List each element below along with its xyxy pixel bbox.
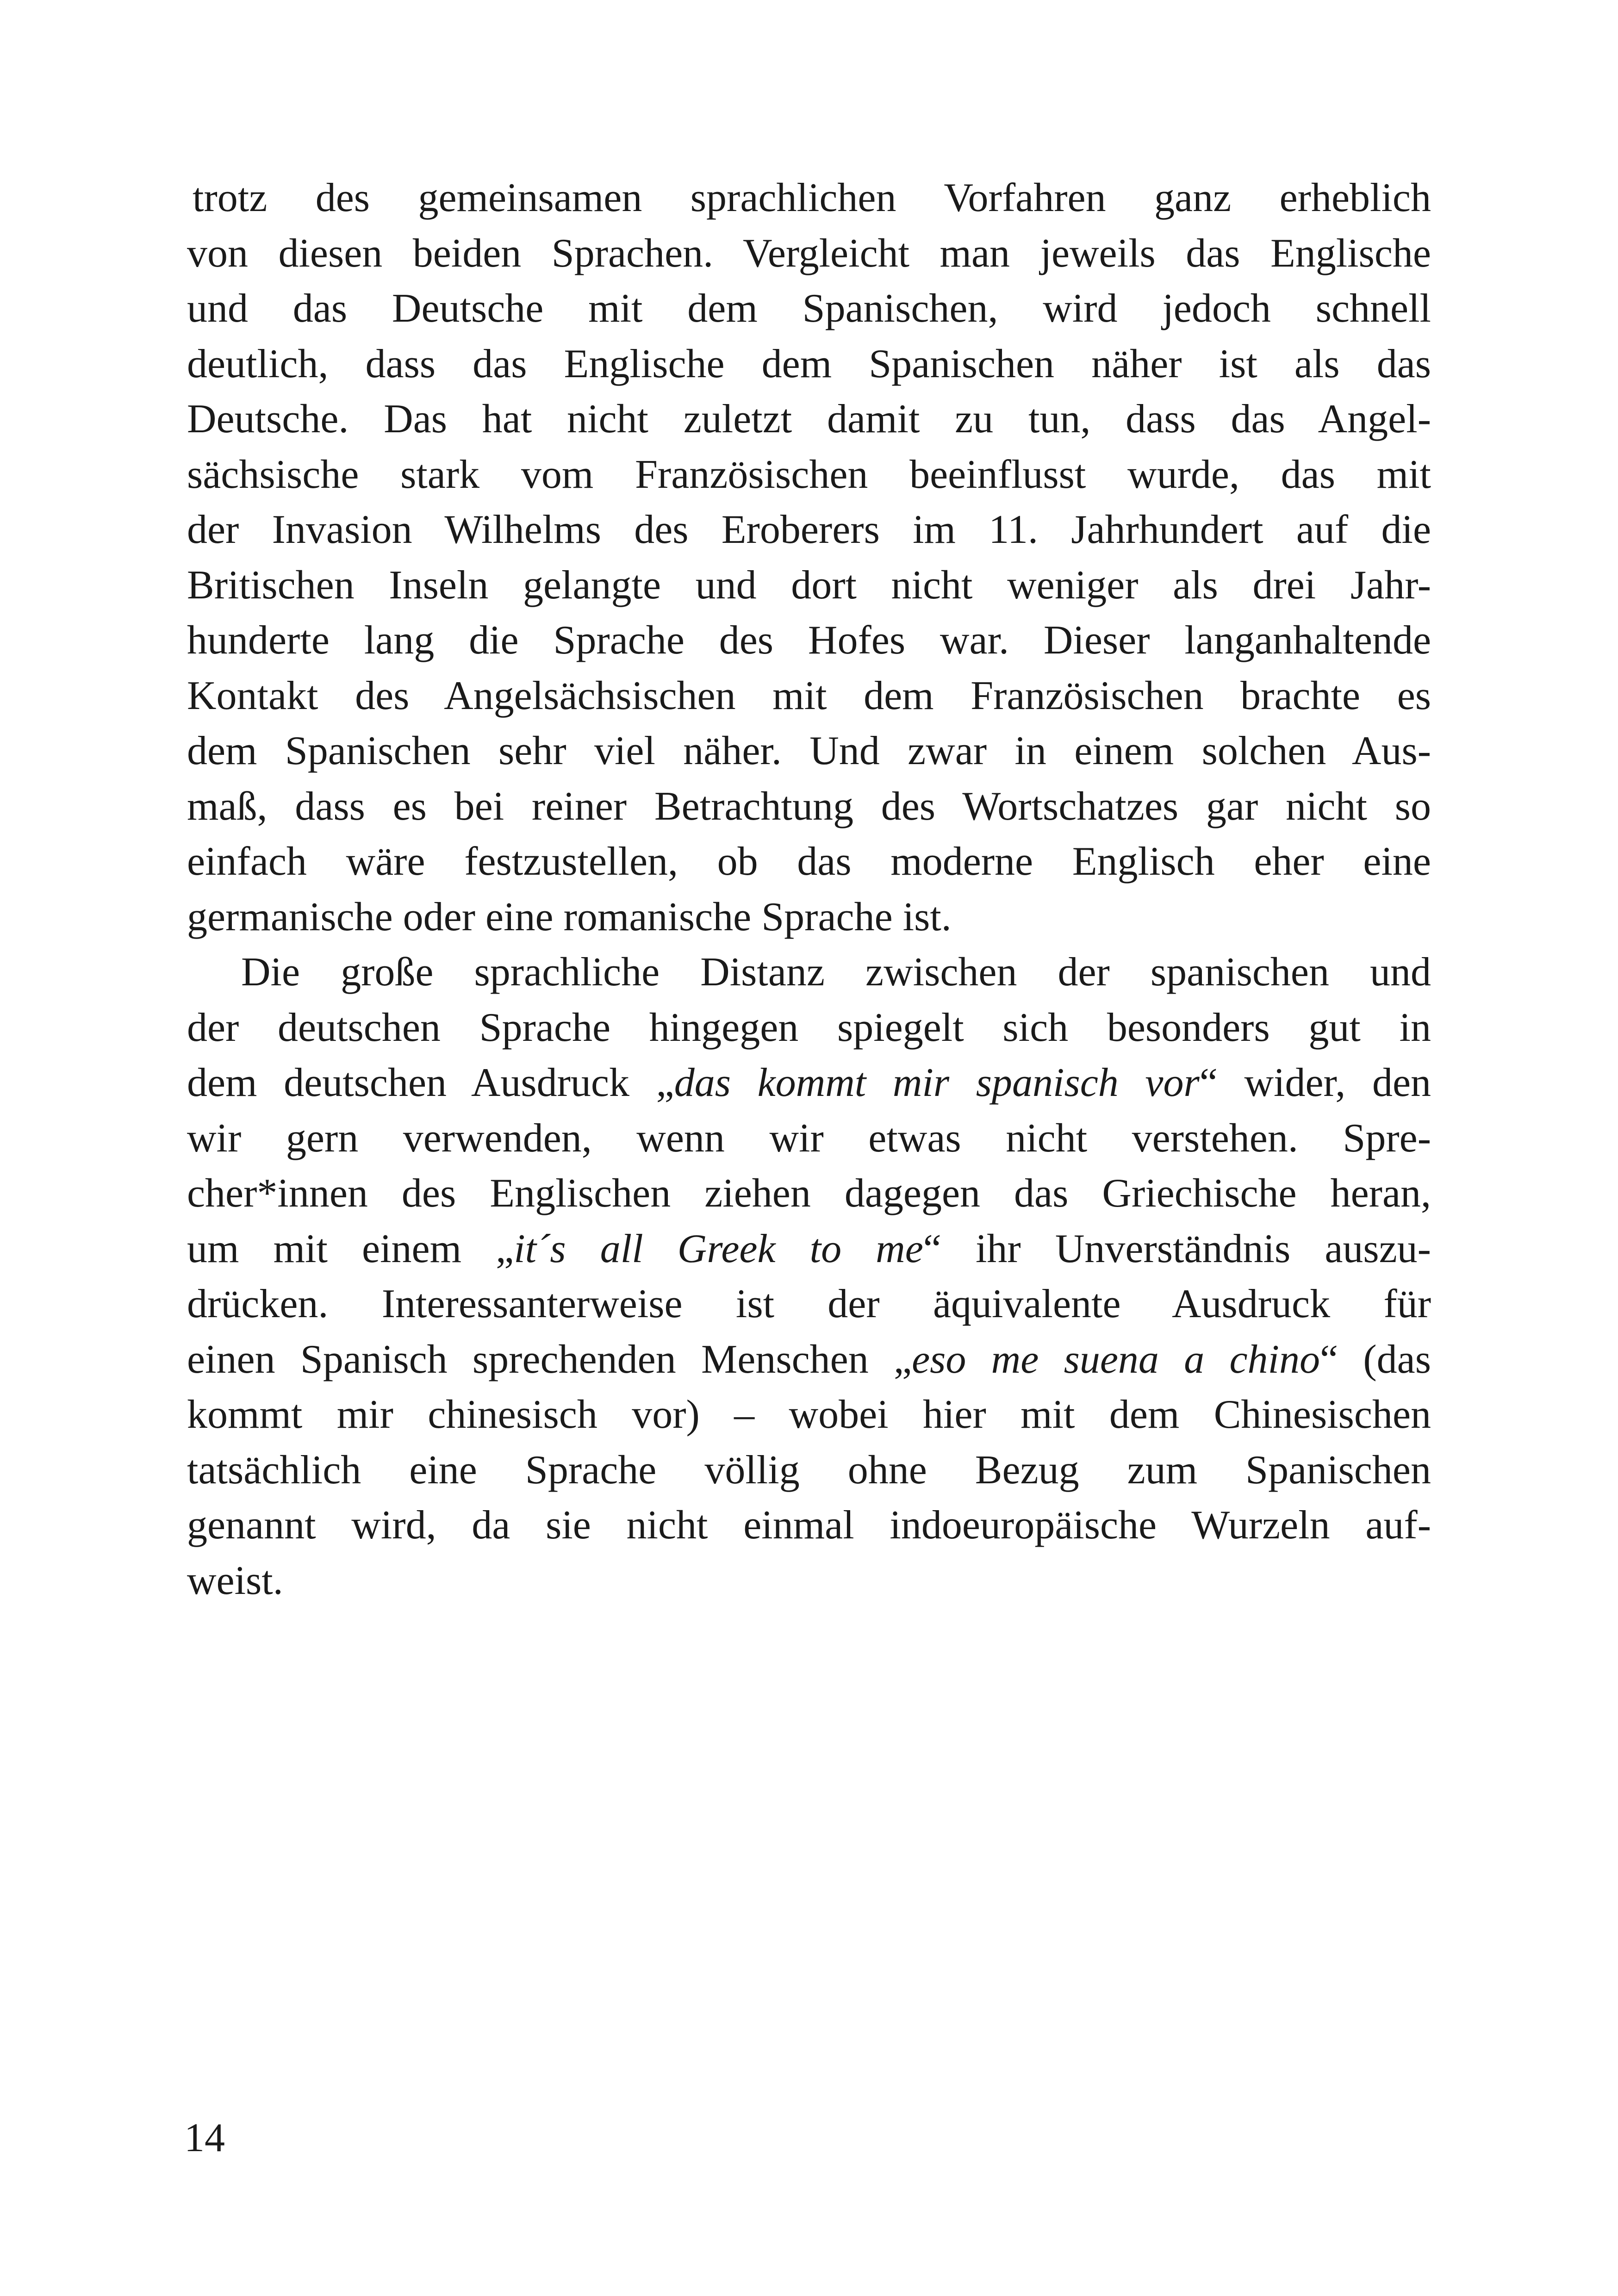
text-line: tatsächlich eine Sprache völlig ohne Bezug zum Spanischen [187,1447,1431,1493]
text-line: weist. [187,1558,283,1603]
text-line: maß, dass es bei reiner Betrachtung des Wortschatzes gar nicht so [187,784,1431,829]
text-segment: “ ihr Unverständnis auszu- [923,1226,1431,1271]
text-line [187,1055,1431,1111]
text-line: hunderte lang die Sprache des Hofes war. Dieser langanhaltende [187,618,1431,663]
text-line: deutlich, dass das Englische dem Spanischen näher ist als das [187,341,1431,386]
idiom-english: it´s all Greek to me [514,1226,923,1271]
text-line: germanische oder eine romanische Sprache ist. [187,894,952,940]
body-text [187,170,1431,1608]
text-line: genannt wird, da sie nicht einmal indoeuropäische Wurzeln auf- [187,1503,1431,1548]
text-line: einfach wäre festzustellen, ob das moderne Englisch eher eine [187,839,1431,884]
text-line: und das Deutsche mit dem Spanischen, wird jedoch schnell [187,286,1431,331]
text-line: der deutschen Sprache hingegen spiegelt sich besonders gut in [187,1005,1431,1050]
text-line: cher*innen des Englischen ziehen dagegen das Griechische heran, [187,1171,1431,1216]
text-segment: einen Spanisch sprechenden Menschen „ [187,1337,912,1382]
text-line [187,1332,1431,1388]
text-line: Deutsche. Das hat nicht zuletzt damit zu tun, dass das Angel- [187,397,1431,442]
idiom-german: das kommt mir spanisch vor [674,1060,1200,1105]
text-line: kommt mir chinesisch vor) – wobei hier mit dem Chinesischen [187,1392,1431,1437]
text-line: wir gern verwenden, wenn wir etwas nicht verstehen. Spre- [187,1115,1431,1161]
text-line: Britischen Inseln gelangte und dort nicht weniger als drei Jahr- [187,562,1431,608]
idiom-spanish: eso me suena a chino [912,1337,1320,1382]
text-line: trotz des gemeinsamen sprachlichen Vorfahren ganz erheblich [193,175,1431,220]
text-segment: um mit einem „ [187,1226,514,1271]
text-line: der Invasion Wilhelms des Eroberers im 11. Jahrhundert auf die [187,507,1431,552]
text-line: sächsische stark vom Französischen beeinflusst wurde, das mit [187,452,1431,497]
text-line: drücken. Interessanterweise ist der äquivalente Ausdruck für [187,1282,1431,1326]
text-segment: dem deutschen Ausdruck „ [187,1060,674,1105]
text-line: Kontakt des Angelsächsischen mit dem Französischen brachte es [187,673,1431,718]
text-line [187,1221,1431,1277]
text-line: von diesen beiden Sprachen. Vergleicht man jeweils das Englische [187,230,1431,276]
text-segment: “ wider, den [1199,1060,1431,1105]
page-number: 14 [184,2116,225,2160]
text-line: dem Spanischen sehr viel näher. Und zwar in einem solchen Aus- [187,728,1431,773]
text-segment: “ (das [1320,1337,1431,1382]
text-line: Die große sprachliche Distanz zwischen der spanischen und [241,950,1431,995]
